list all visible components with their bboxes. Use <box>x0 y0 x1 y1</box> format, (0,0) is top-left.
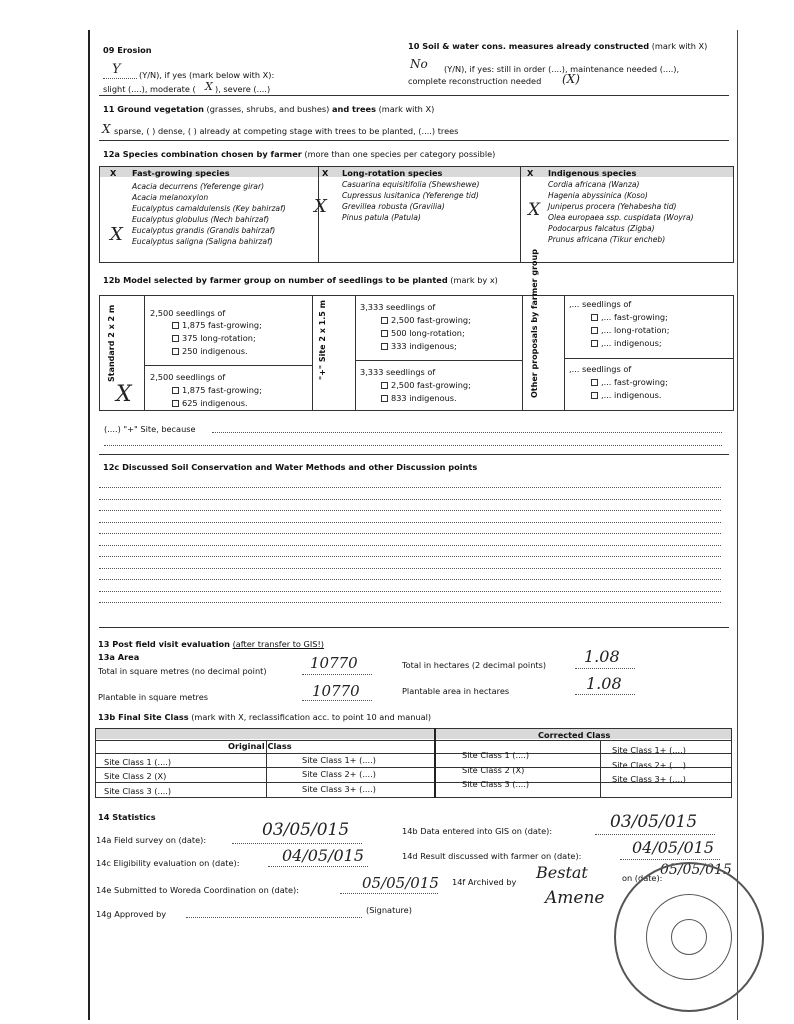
ground-veg-title: 11 Ground vegetation <box>103 104 204 114</box>
final-class-title: 13b Final Site Class <box>98 712 189 722</box>
table-line <box>95 740 732 741</box>
plus-a-item: 333 indigenous; <box>391 341 457 351</box>
long-species-item: Grevillea robusta (Gravilia) <box>342 202 445 211</box>
plus-b-item: 833 indigenous. <box>391 393 457 403</box>
ground-veg-options: sparse, ( ) dense, ( ) already at competing stage with trees to be planted, (....) trees <box>114 126 459 136</box>
checkbox[interactable] <box>381 343 388 350</box>
standard-label: Standard 2 x 2 m <box>107 304 116 382</box>
table-line <box>434 728 436 798</box>
because-dots[interactable] <box>104 445 722 446</box>
corr-class-cell: Site Class 1 (....) <box>462 750 530 760</box>
table-line <box>600 740 601 798</box>
indig-species-item: Olea europaea ssp. cuspidata (Woyra) <box>548 213 694 222</box>
indig-species-item: Juniperus procera (Yehabesha tid) <box>548 202 677 211</box>
field-survey-label: 14a Field survey on (date): <box>96 835 207 845</box>
checkbox[interactable] <box>591 392 598 399</box>
ground-veg-note: (mark with X) <box>378 104 435 114</box>
fast-species-item: Eucalyptus camaldulensis (Key bahirzaf) <box>132 204 286 213</box>
plus-b-item: 2,500 fast-growing; <box>391 380 471 390</box>
erosion-severity-end: ), severe (....) <box>215 84 271 94</box>
fast-species-mark: X <box>110 224 123 245</box>
erosion-severity-start: slight (....), moderate ( <box>103 84 196 94</box>
fast-growing-header: Fast-growing species <box>132 168 230 178</box>
model-col-divider <box>355 295 356 411</box>
corrected-class-header: Corrected Class <box>538 730 611 740</box>
discussion-title: 12c Discussed Soil Conservation and Water Methods and other Discussion points <box>103 462 478 472</box>
checkbox[interactable] <box>381 395 388 402</box>
official-stamp <box>614 862 764 1012</box>
plantable-ha-dots[interactable] <box>575 694 635 695</box>
total-sqm-value: 10770 <box>310 654 358 672</box>
discussion-line[interactable] <box>99 556 721 557</box>
indig-species-mark: X <box>528 200 541 220</box>
discussed-label: 14d Result discussed with farmer on (date): <box>402 851 582 861</box>
plus-a-item: 500 long-rotation; <box>391 328 465 338</box>
original-class-header: Original Class <box>228 741 292 751</box>
because-dots[interactable] <box>212 432 722 433</box>
model-row-divider <box>144 365 312 366</box>
ground-veg-mark: X <box>102 122 111 136</box>
field-survey-value: 03/05/015 <box>262 820 350 840</box>
erosion-yn-dots <box>103 78 137 79</box>
species-col-x: X <box>322 168 329 178</box>
species-col-x: X <box>527 168 534 178</box>
fast-species-item: Acacia decurrens (Yeferenge girar) <box>132 182 265 191</box>
discussion-line[interactable] <box>99 487 721 488</box>
total-ha-value: 1.08 <box>584 647 620 666</box>
checkbox[interactable] <box>591 379 598 386</box>
stamp-ring <box>646 894 732 980</box>
model-note: (mark by x) <box>450 275 498 285</box>
plus-a-title: 3,333 seedlings of <box>360 302 436 312</box>
erosion-yn-line: (Y/N), if yes (mark below with X): <box>139 70 275 80</box>
plus-b-title: 3,333 seedlings of <box>360 367 436 377</box>
corr-class-cell: Site Class 3+ (....) <box>612 774 686 784</box>
checkbox[interactable] <box>381 317 388 324</box>
other-b-title: ,... seedlings of <box>569 364 632 374</box>
soil-water-line2: complete reconstruction needed <box>408 76 542 86</box>
discussion-line[interactable] <box>99 602 721 603</box>
ground-veg-title-and: and trees <box>331 104 376 114</box>
model-col-divider <box>564 295 565 411</box>
divider <box>99 95 729 96</box>
checkbox[interactable] <box>381 330 388 337</box>
discussed-value: 04/05/015 <box>632 838 715 857</box>
area-title: 13a Area <box>98 652 140 662</box>
gis-entry-value: 03/05/015 <box>610 812 698 832</box>
long-species-item: Pinus patula (Patula) <box>342 213 421 222</box>
indig-species-item: Prunus africana (Tikur encheb) <box>548 235 666 244</box>
checkbox[interactable] <box>591 340 598 347</box>
total-ha-label: Total in hectares (2 decimal points) <box>402 660 547 670</box>
orig-class-cell: Site Class 2 (X) <box>104 771 167 781</box>
checkbox[interactable] <box>172 322 179 329</box>
orig-class-cell: Site Class 1 (....) <box>104 757 172 767</box>
indig-species-item: Podocarpus falcatus (Zigba) <box>548 224 655 233</box>
plantable-sqm-value: 10770 <box>312 682 360 700</box>
species-col-x: X <box>110 168 117 178</box>
submitted-label: 14e Submitted to Woreda Coordination on (date): <box>96 885 299 895</box>
discussion-line[interactable] <box>99 499 721 500</box>
archived-name: Bestat <box>536 863 588 882</box>
other-b-item: ,... fast-growing; <box>601 377 668 387</box>
other-a-item: ,... long-rotation; <box>601 325 670 335</box>
final-class-note: (mark with X, reclassification acc. to point 10 and manual) <box>191 712 432 722</box>
plus-site-because: (....) "+" Site, because <box>104 424 196 434</box>
fast-species-item: Eucalyptus saligna (Saligna bahirzaf) <box>132 237 273 246</box>
fast-species-item: Acacia melanoxylon <box>132 193 209 202</box>
std-b-mark: X <box>116 382 132 407</box>
plantable-sqm-dots[interactable] <box>302 700 372 701</box>
approved-label: 14g Approved by <box>96 909 167 919</box>
long-rotation-header: Long-rotation species <box>342 168 443 178</box>
orig-class-cell: Site Class 3+ (....) <box>302 784 376 794</box>
ground-veg-title-rest: (grasses, shrubs, and bushes) <box>206 104 330 114</box>
soil-water-line2-mark: (X) <box>562 72 580 86</box>
corr-class-cell: Site Class 2+ (....) <box>612 760 686 770</box>
corr-class-cell: Site Class 3 (....) <box>462 779 530 789</box>
discussion-line[interactable] <box>99 579 721 580</box>
discussion-line[interactable] <box>99 591 721 592</box>
plantable-sqm-label: Plantable in square metres <box>98 692 209 702</box>
discussion-line[interactable] <box>99 510 721 511</box>
archived-value: 05/05/015 <box>660 862 732 878</box>
post-eval-note: (after transfer to GIS!) <box>232 639 324 649</box>
date-dots[interactable] <box>620 859 720 860</box>
discussion-line[interactable] <box>99 522 721 523</box>
date-dots[interactable] <box>595 834 715 835</box>
checkbox[interactable] <box>381 382 388 389</box>
std-a-item: 1,875 fast-growing; <box>182 320 262 330</box>
archived-date-label: on (date): <box>622 873 663 883</box>
species-col-divider <box>520 166 521 263</box>
corr-class-cell: Site Class 2 (X) <box>462 765 525 775</box>
checkbox[interactable] <box>172 348 179 355</box>
orig-class-cell: Site Class 1+ (....) <box>302 755 376 765</box>
total-sqm-dots[interactable] <box>302 674 372 675</box>
other-a-title: ,... seedlings of <box>569 299 632 309</box>
soil-water-line1: (Y/N), if yes: still in order (....), maintenance needed (....), <box>444 64 680 74</box>
erosion-yn-answer: Y <box>112 62 121 77</box>
indig-species-item: Hagenia abyssinica (Koso) <box>548 191 648 200</box>
erosion-title: 09 Erosion <box>103 45 152 55</box>
model-col-divider <box>522 295 523 411</box>
model-row-divider <box>564 358 734 359</box>
species-note: (more than one species per category possible) <box>304 149 496 159</box>
std-b-title: 2,500 seedlings of <box>150 372 226 382</box>
other-proposals-label: Other proposals by farmer group <box>530 249 539 398</box>
std-b-item: 1,875 fast-growing; <box>182 385 262 395</box>
stamp-emblem <box>671 919 707 955</box>
divider <box>99 454 729 455</box>
std-a-item: 250 indigenous. <box>182 346 248 356</box>
std-a-item: 375 long-rotation; <box>182 333 256 343</box>
approved-dots[interactable] <box>186 917 362 918</box>
gis-entry-label: 14b Data entered into GIS on (date): <box>402 826 553 836</box>
long-species-item: Casuarina equisitifolia (Shewshewe) <box>342 180 480 189</box>
statistics-title: 14 Statistics <box>98 812 156 822</box>
other-a-item: ,... fast-growing; <box>601 312 668 322</box>
discussion-line[interactable] <box>99 533 721 534</box>
divider <box>99 627 729 628</box>
orig-class-cell: Site Class 3 (....) <box>104 786 172 796</box>
checkbox[interactable] <box>591 327 598 334</box>
checkbox[interactable] <box>172 400 179 407</box>
soil-water-yn-answer: No <box>410 57 428 71</box>
long-species-mark: X <box>314 196 327 217</box>
model-col-divider <box>312 295 313 411</box>
species-title: 12a Species combination chosen by farmer <box>103 149 302 159</box>
soil-water-note: (mark with X) <box>651 41 708 51</box>
post-eval-title: 13 Post field visit evaluation <box>98 639 230 649</box>
signature-label: (Signature) <box>366 905 412 915</box>
checkbox[interactable] <box>172 387 179 394</box>
total-ha-dots[interactable] <box>575 668 635 669</box>
date-dots[interactable] <box>268 866 368 867</box>
plus-site-label: "+" Site 2 x 1.5 m <box>318 300 327 380</box>
other-b-item: ,... indigenous. <box>601 390 662 400</box>
total-sqm-label: Total in square metres (no decimal point) <box>98 666 267 676</box>
std-a-title: 2,500 seedlings of <box>150 308 226 318</box>
checkbox[interactable] <box>591 314 598 321</box>
discussion-line[interactable] <box>99 568 721 569</box>
archived-label: 14f Archived by <box>452 877 517 887</box>
eligibility-label: 14c Eligibility evaluation on (date): <box>96 858 240 868</box>
plantable-ha-label: Plantable area in hectares <box>402 686 510 696</box>
indig-species-item: Cordia africana (Wanza) <box>548 180 640 189</box>
soil-water-title: 10 Soil & water cons. measures already constructed <box>408 41 650 51</box>
date-dots[interactable] <box>340 893 438 894</box>
model-col-divider <box>144 295 145 411</box>
indigenous-header: Indigenous species <box>548 168 637 178</box>
eligibility-value: 04/05/015 <box>282 846 365 865</box>
corr-class-cell: Site Class 1+ (....) <box>612 745 686 755</box>
plantable-ha-value: 1.08 <box>586 674 622 693</box>
date-dots[interactable] <box>232 843 362 844</box>
long-species-item: Cupressus lusitanica (Yeferenge tid) <box>342 191 479 200</box>
fast-species-item: Eucalyptus globulus (Nech bahirzaf) <box>132 215 270 224</box>
discussion-line[interactable] <box>99 545 721 546</box>
std-b-item: 625 indigenous. <box>182 398 248 408</box>
plus-a-item: 2,500 fast-growing; <box>391 315 471 325</box>
approver-signature: Amene <box>545 888 605 908</box>
submitted-value: 05/05/015 <box>362 874 439 892</box>
checkbox[interactable] <box>172 335 179 342</box>
model-title: 12b Model selected by farmer group on number of seedlings to be planted <box>103 275 448 285</box>
fast-species-item: Eucalyptus grandis (Grandis bahirzaf) <box>132 226 276 235</box>
orig-class-cell: Site Class 2+ (....) <box>302 769 376 779</box>
other-a-item: ,... indigenous; <box>601 338 662 348</box>
model-row-divider <box>355 360 522 361</box>
site-class-header-row <box>96 729 731 739</box>
erosion-severity-mark: X <box>205 80 213 93</box>
divider <box>99 140 729 141</box>
